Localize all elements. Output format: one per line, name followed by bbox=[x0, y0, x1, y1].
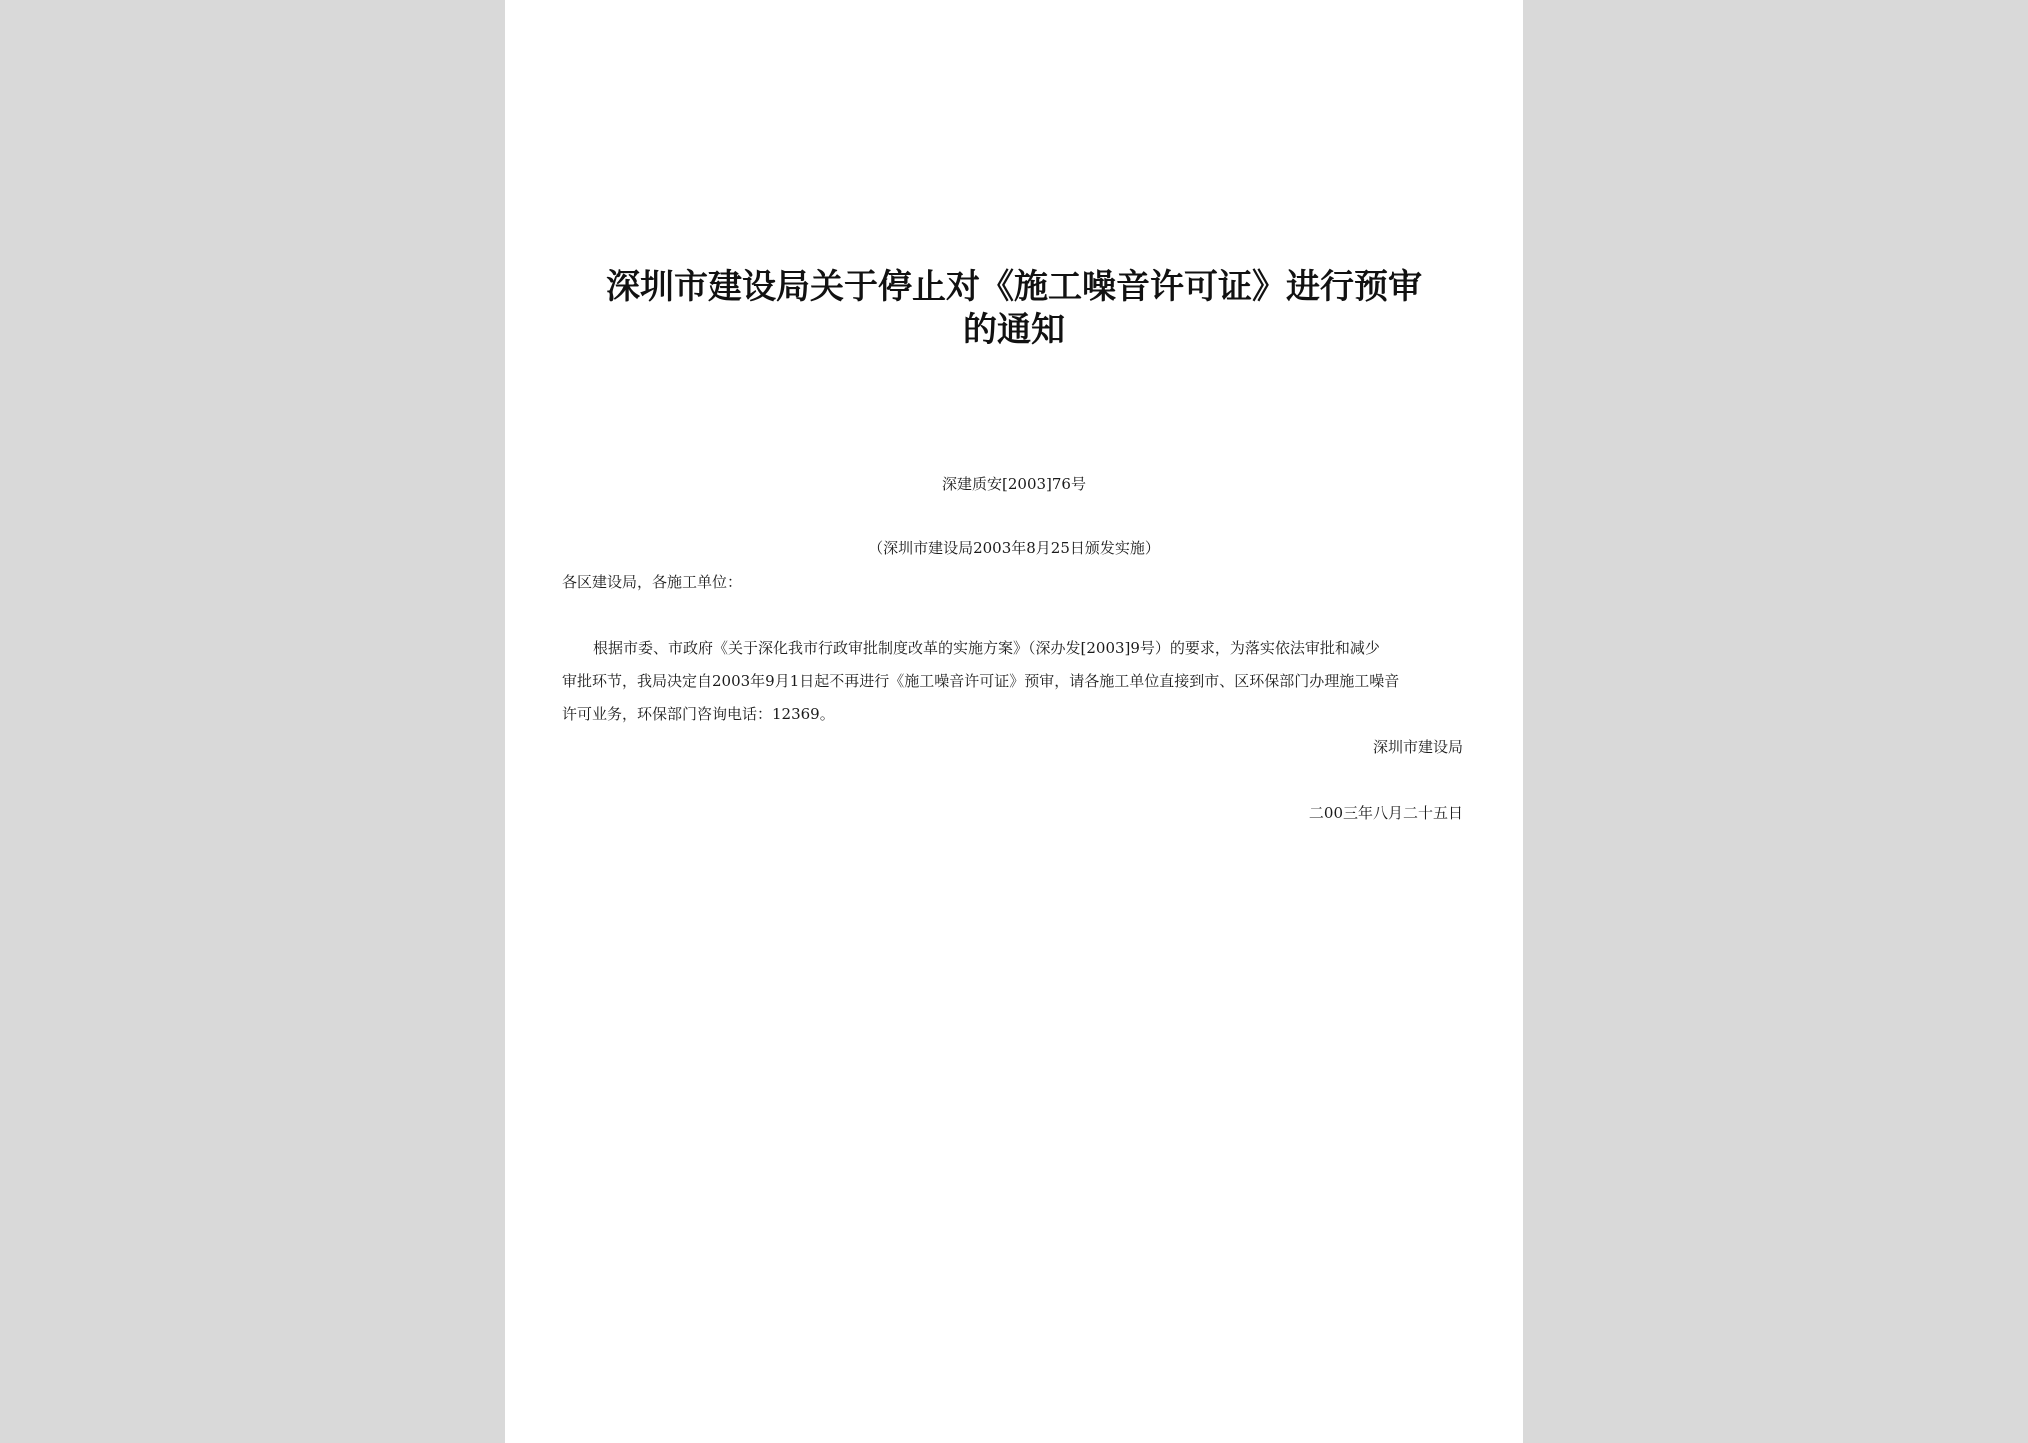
issued-note: （深圳市建设局2003年8月25日颁发实施） bbox=[868, 539, 1160, 557]
signer: 深圳市建设局 bbox=[1372, 738, 1463, 756]
body-paragraph-line-1: 根据市委、市政府《关于深化我市行政审批制度改革的实施方案》（深办发[2003]9号）的要求，为落实依法审批和减少 bbox=[593, 639, 1380, 657]
document-number: 深建质安[2003]76号 bbox=[942, 475, 1086, 493]
salutation: 各区建设局，各施工单位： bbox=[562, 573, 743, 591]
document-title-line-2: 的通知 bbox=[963, 310, 1065, 350]
signing-date: 二00三年八月二十五日 bbox=[1308, 804, 1463, 822]
document-title-line-1: 深圳市建设局关于停止对《施工噪音许可证》进行预审 bbox=[606, 267, 1422, 307]
body-paragraph-line-2: 审批环节，我局决定自2003年9月1日起不再进行《施工噪音许可证》预审，请各施工单位直接到市、区环保部门办理施工噪音 bbox=[562, 672, 1400, 690]
document-page bbox=[505, 0, 1523, 1443]
body-paragraph-line-3: 许可业务，环保部门咨询电话：12369。 bbox=[562, 705, 835, 723]
